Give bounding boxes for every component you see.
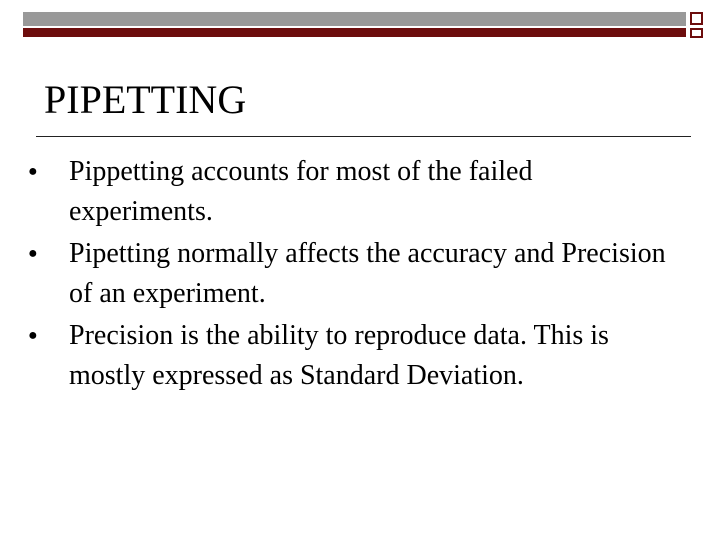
title-divider — [36, 136, 691, 137]
bullet-item — [28, 234, 678, 314]
bullet-dot-icon: ● — [28, 163, 38, 180]
square-outline-icon — [690, 12, 703, 25]
header-accent-bar — [23, 28, 686, 37]
bullet-text: Pipetting normally affects the accuracy and Precision of an experiment. — [69, 238, 666, 309]
header-gray-band — [23, 12, 686, 26]
bullet-list — [28, 152, 678, 398]
bullet-text: Precision is the ability to reproduce data. This is mostly expressed as Standard Deviation. — [69, 320, 609, 391]
slide-title: PIPETTING — [44, 77, 247, 122]
bullet-item — [28, 316, 678, 396]
bullet-dot-icon: ● — [28, 327, 38, 344]
bullet-item — [28, 152, 678, 232]
square-outline-icon — [690, 28, 703, 38]
bullet-text: Pippetting accounts for most of the failed experiments. — [69, 156, 533, 227]
bullet-dot-icon: ● — [28, 245, 38, 262]
